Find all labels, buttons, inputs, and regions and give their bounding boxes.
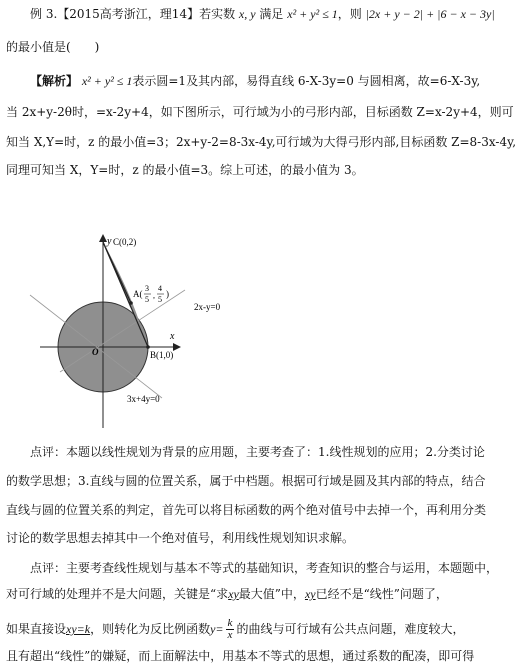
comment2-frac-den: x (227, 629, 233, 641)
comment2-line-3 (6, 618, 464, 641)
problem-cond-text: 满足 (259, 7, 284, 21)
problem-then: ，则 (337, 7, 362, 21)
comment2-l2a: 对可行域的处理并不是大问题，关键是“求 (6, 587, 229, 601)
analysis-constraint: x² + y² ≤ 1 (81, 74, 133, 88)
problem-expression: |2x + y − 2| + |6 − x − 3y| (365, 7, 495, 21)
comment2-l2c: 最大值”中， (238, 587, 305, 601)
y-axis-arrow (99, 234, 107, 242)
problem-vars: x, y (238, 7, 256, 21)
comment1-l3: 直线与圆的位置关系的判定，首先可以将目标函数的两个绝对值号中去掉一个，再利用分类 (6, 503, 487, 517)
comment2-l3e: 的曲线与可行域有公共点问题，难度较大， (236, 622, 465, 636)
comment2-l3b: xy=k (66, 622, 91, 636)
comment2-l1: 点评：主要考查线性规划与基本不等式的基础知识，考查知识的整合与运用，本题题中， (30, 561, 499, 575)
comment2-l2e: 已经不是“线性”问题了， (315, 587, 448, 601)
analysis-p1-rest: 表示圆=1及其内部，易得直线 6-X-3y=0 与圆相离，故=6-X-3y, (132, 74, 481, 88)
point-a-dot (129, 301, 133, 305)
comment2-line-1 (30, 560, 498, 576)
comment2-line-2 (6, 586, 448, 602)
origin-label: O (92, 347, 99, 357)
problem-constraint: x² + y² ≤ 1 (287, 7, 338, 21)
point-a-num1: 3 (145, 284, 149, 293)
comment1-line-2 (6, 473, 485, 489)
comment2-l4: 且有超出“线性”的嫌疑，而上面解法中，用基本不等式的思想，通过系数的配凑，即可得 (6, 649, 475, 663)
comment1-l2: 的数学思想；3.直线与圆的位置关系，属于中档题。根据可行域是圆及其内部的特点，结合 (6, 474, 486, 488)
problem-question: 的最小值是( ) (6, 40, 100, 54)
point-a-comma: , (153, 291, 155, 300)
comment2-frac-num: k (227, 617, 233, 629)
comment2-l2b: xy (228, 587, 239, 601)
comment2-line-4 (6, 648, 474, 664)
point-a-num2: 4 (158, 284, 162, 293)
comment2-l3c: ，则转化为反比例函数 (90, 622, 211, 636)
problem-source: 【2015高考浙江，理14】 (57, 7, 200, 21)
comment1-l4: 讨论的数学思想去掉其中一个绝对值号，利用线性规划知识求解。 (6, 531, 355, 545)
point-a-prefix: A( (133, 289, 143, 299)
comment1-line-1 (30, 444, 485, 460)
axis-x-label: x (170, 331, 175, 342)
comment1-line-3 (6, 502, 486, 518)
line1-label: 2x-y=0 (194, 302, 221, 312)
comment2-l3a: 如果直接设 (6, 622, 67, 636)
analysis-p3: 知当 X,Y=时，z 的最小值=3；2x+y-2=8-3x-4y,可行域为大得弓形内部,目标函数 Z=8-3x-4y, (6, 135, 517, 149)
point-b-dot (146, 345, 150, 349)
example-label: 例 3. (30, 7, 58, 21)
comment2-l3d: y= (210, 622, 224, 636)
point-a-suffix: ) (166, 289, 169, 299)
analysis-label: 【解析】 (30, 74, 79, 88)
x-axis-arrow (173, 343, 181, 351)
axis-y-label: y (107, 236, 112, 247)
point-a-den1: 5 (145, 295, 149, 304)
comment2-fraction (226, 618, 235, 641)
point-a-den2: 5 (158, 295, 162, 304)
point-c-label: C(0,2) (113, 237, 137, 247)
analysis-p4: 同理可知当 X，Y=时，z 的最小值=3。综上可述，的最小值为 3。 (6, 163, 364, 177)
line2-label: 3x+4y=0 (127, 394, 160, 404)
comment2-l2d: xy (304, 587, 316, 601)
comment1-l1: 点评：本题以线性规划为背景的应用题，主要考查了：1.线性规划的应用；2.分类讨论 (30, 445, 485, 459)
comment1-line-4 (6, 530, 354, 546)
analysis-p2: 当 2x+y-2θ时，=x-2y+4，如下图所示，可行域为小的弓形内部，目标函数 Z=x-2y+4，则可 (6, 105, 514, 119)
point-b-label: B(1,0) (150, 350, 174, 360)
problem-given: 若实数 (199, 7, 236, 21)
